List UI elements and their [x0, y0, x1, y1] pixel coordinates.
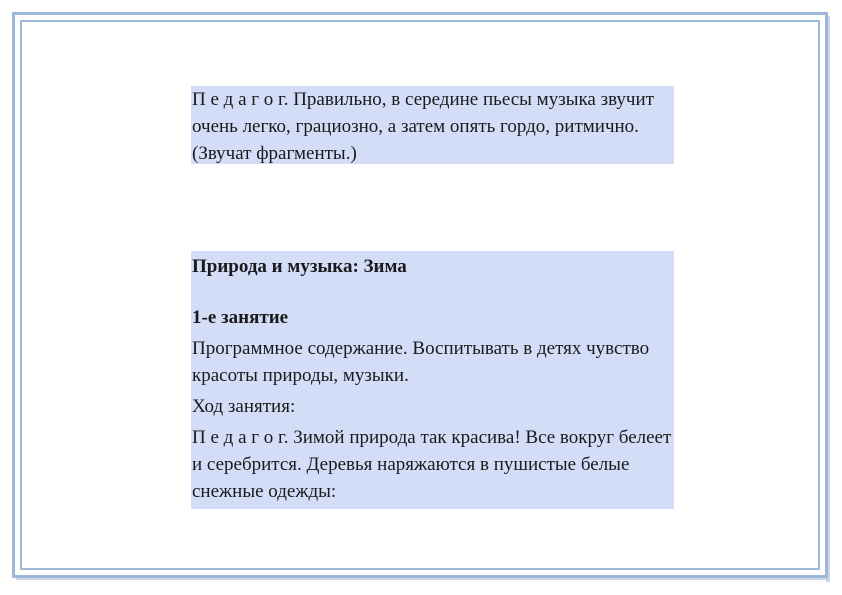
spacer [192, 280, 674, 302]
teacher-paragraph-2: П е д а г о г. Зимой природа так красива! Все вокруг белеет и серебрится. Деревья наряжаются в пушистые белые снежные одежды: [192, 427, 672, 502]
teacher-paragraph-1: П е д а г о г. Правильно, в середине пьесы музыка звучит очень легко, грациозно, а затем опять гордо, ритмично. (Звучат фрагменты.) [192, 89, 654, 164]
text-box-lesson [191, 251, 674, 509]
program-content: Программное содержание. Воспитывать в детях чувство красоты природы, музыки. [192, 338, 650, 386]
text-box-dialogue [191, 86, 674, 164]
lesson-number: 1-е занятие [192, 307, 289, 328]
lesson-title: Природа и музыка: Зима [192, 256, 407, 277]
lesson-course: Ход занятия: [192, 396, 296, 417]
